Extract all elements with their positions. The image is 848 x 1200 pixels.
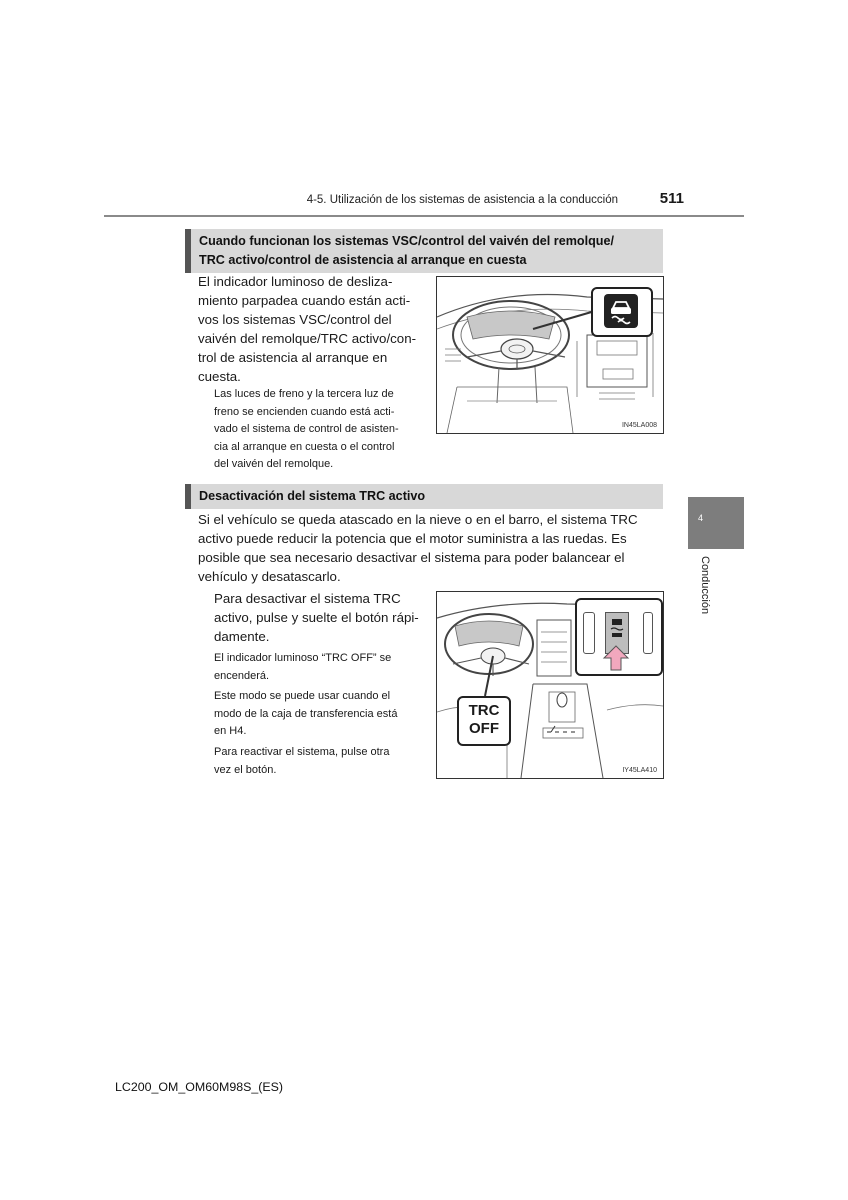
chapter-number: 4 (698, 513, 704, 523)
body-line: El indicador luminoso de desliza- (198, 274, 393, 289)
body-line: activo puede reducir la potencia que el motor suministra a las ruedas. Es (198, 531, 627, 546)
note-line: vado el sistema de control de asisten- (214, 423, 399, 435)
body-line: vehículo y desatascarlo. (198, 569, 341, 584)
section2-intro (198, 510, 659, 586)
chapter-label: Conducción (699, 556, 711, 615)
dashboard-figure-2 (436, 591, 664, 779)
switch-outline (643, 612, 653, 654)
section-heading-trc-off (185, 484, 663, 509)
note-line: freno se encienden cuando está acti- (214, 405, 395, 418)
page-number: 511 (659, 190, 684, 207)
body-line: vos los sistemas VSC/control del (198, 312, 392, 327)
document-id: LC200_OM_OM60M98S_(ES) (115, 1080, 284, 1094)
body-line: Si el vehículo se queda atascado en la nieve o en el barro, el sistema TRC (198, 512, 638, 527)
body-line: cuesta. (198, 369, 241, 384)
chapter-section-title: 4-5. Utilización de los sistemas de asistencia a la conducción (306, 194, 618, 206)
body-line: Para desactivar el sistema TRC (214, 591, 401, 606)
section1-body (198, 272, 424, 386)
callout-line-1: TRC (468, 702, 500, 719)
header-rule (104, 215, 744, 217)
callout-line-2: OFF (469, 720, 499, 737)
body-line: posible que sea necesario desactivar el sistema para poder balancear el (198, 550, 625, 565)
section-heading-line-1: Cuando funcionan los sistemas VSC/control del vaivén del remolque/ (199, 234, 614, 248)
body-line: activo, pulse y suelte el botón rápi- (214, 610, 419, 625)
section-heading-line-2: TRC activo/control de asistencia al arranque en cuesta (199, 253, 527, 267)
figure-code: IN45LA008 (621, 422, 657, 429)
dashboard-figure-1 (436, 276, 664, 434)
note-line: Este modo se puede usar cuando el (214, 690, 391, 702)
press-arrow-icon (601, 644, 631, 672)
trc-off-callout (457, 696, 511, 746)
note-line: del vaivén del remolque. (214, 458, 334, 470)
note-line: cia al arranque en cuesta o el control (214, 440, 395, 453)
slip-indicator-icon (604, 294, 638, 328)
section2-step (214, 589, 424, 646)
section2-note-3 (214, 744, 424, 779)
note-line: Las luces de freno y la tercera luz de (214, 388, 394, 400)
note-line: El indicador luminoso “TRC OFF” se (214, 652, 392, 664)
slip-car-icon (604, 294, 638, 328)
switch-outline (583, 612, 595, 654)
section2-note-1 (214, 650, 424, 685)
section1-note (214, 386, 424, 474)
note-line: modo de la caja de transferencia está (214, 707, 398, 720)
note-line: en H4. (214, 725, 247, 737)
section2-note-2 (214, 688, 424, 741)
figure-code: IY45LA410 (622, 767, 657, 774)
indicator-callout (591, 287, 653, 337)
section-heading-line: Desactivación del sistema TRC activo (199, 489, 426, 503)
section-heading-vsc (185, 229, 663, 273)
body-line: miento parpadea cuando están acti- (198, 293, 411, 308)
chapter-tab (688, 497, 744, 549)
body-line: vaivén del remolque/TRC activo/con- (198, 331, 417, 346)
body-line: damente. (214, 629, 270, 644)
note-line: vez el botón. (214, 763, 277, 776)
note-line: Para reactivar el sistema, pulse otra (214, 746, 390, 758)
body-line: trol de asistencia al arranque en (198, 350, 388, 365)
note-line: encenderá. (214, 669, 270, 682)
button-zoom-inset (575, 598, 663, 676)
